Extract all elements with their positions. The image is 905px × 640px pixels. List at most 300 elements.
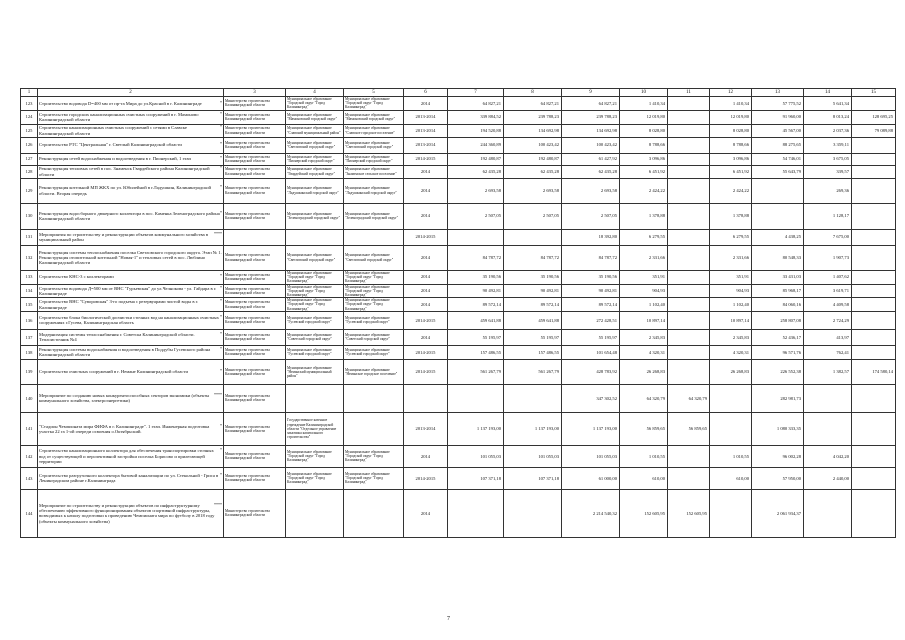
value-col15	[852, 229, 896, 245]
value-col11-text: 56 859,65	[688, 426, 707, 432]
municipality-1	[286, 165, 344, 178]
value-col8	[504, 137, 562, 153]
value-col12	[710, 329, 752, 345]
value-col10-text: 4 320,31	[648, 349, 665, 355]
row-number-text: 142	[25, 453, 33, 459]
value-col9-text: 2 693,58	[600, 187, 617, 193]
value-col9	[562, 298, 620, 312]
value-col10-text: 12 019,80	[646, 114, 665, 120]
row-number	[21, 298, 38, 312]
municipality-2	[344, 467, 404, 489]
column-number-row	[21, 89, 896, 97]
value-col9	[562, 245, 620, 270]
value-col8-text: 157 486,55	[538, 349, 559, 355]
period-text: 2014	[420, 288, 431, 294]
municipality-1-text: Муниципальное образование "Пионерский городской округ"	[287, 154, 335, 164]
value-col14	[804, 124, 852, 137]
table-row	[21, 489, 896, 537]
customer	[224, 97, 286, 111]
value-col14-text: 4 409,58	[832, 301, 849, 307]
project-name-text: Реконструкция системы водоснабжения и водоотведения в Поддубы Гусевского района Калининградской области	[39, 347, 211, 358]
project-name-text: Строительство РТС "Центральная" г. Светлый Калининградской области	[39, 142, 182, 148]
value-col9	[562, 137, 620, 153]
table-row	[21, 284, 896, 298]
project-name	[38, 229, 224, 245]
value-col13-text: 52 436,17	[782, 334, 801, 340]
row-number-text: 127	[25, 156, 33, 162]
row-number	[21, 359, 38, 384]
table-row	[21, 359, 896, 384]
value-col9-text: 84 787,72	[598, 254, 617, 260]
value-col7-text: 2 507,05	[484, 213, 501, 219]
value-col13	[752, 124, 804, 137]
value-col15	[852, 359, 896, 384]
value-col12	[710, 97, 752, 111]
period-text: 2014	[420, 453, 431, 459]
customer-text: Министерство строительства Калининградской области	[225, 333, 270, 342]
municipality-1	[286, 489, 344, 537]
customer	[224, 412, 286, 445]
municipality-2-text: Муниципальное образование "Городской округ "Город Калининград"	[345, 450, 390, 463]
value-col10-text: 610,00	[652, 475, 665, 481]
value-col13	[752, 178, 804, 203]
value-col10	[620, 245, 668, 270]
municipality-1	[286, 110, 344, 124]
customer	[224, 345, 286, 359]
municipality-1-text: Государственное казенное учреждение Калининградской области "Отдельное управление заказчика капитального строительства"	[287, 418, 337, 440]
value-col9-text: 2 214 540,32	[592, 510, 617, 516]
value-col14-text: 269,36	[836, 187, 849, 193]
period-text: 2013-2014	[415, 127, 436, 133]
value-col9-text: 134 692,98	[596, 127, 617, 133]
value-col14	[804, 165, 852, 178]
value-col7	[448, 110, 504, 124]
customer-text: Министерство строительства Калининградской области	[225, 186, 270, 195]
value-col9	[562, 110, 620, 124]
municipality-1-text: Муниципальное образование "Зеленоградский городской округ"	[287, 211, 341, 221]
value-col11	[668, 284, 710, 298]
value-col15	[852, 165, 896, 178]
value-col14-text: 339,57	[836, 168, 849, 174]
value-col13	[752, 97, 804, 111]
value-col13	[752, 384, 804, 412]
value-col8-text: 459 641,88	[538, 317, 559, 323]
customer	[224, 384, 286, 412]
value-col10-text: 2 331,66	[648, 254, 665, 260]
period	[404, 270, 448, 284]
value-col10	[620, 110, 668, 124]
municipality-1-text: Муниципальное образование "Городской округ "Город Калининград"	[287, 270, 332, 284]
customer-text: Министерство строительства Калининградской области	[225, 126, 270, 135]
customer	[224, 311, 286, 329]
row-number-text: 137	[25, 334, 33, 340]
period-text: 2014-2015	[415, 369, 436, 375]
value-col15	[852, 384, 896, 412]
period	[404, 311, 448, 329]
footnote-mark: ****	[214, 392, 222, 398]
table-row	[21, 153, 896, 165]
value-col13	[752, 445, 804, 467]
value-col14	[804, 178, 852, 203]
period	[404, 284, 448, 298]
value-col8	[504, 153, 562, 165]
value-col12	[710, 203, 752, 229]
customer-text: Министерство строительства Калининградской области	[225, 367, 270, 376]
period-text: 2014	[420, 187, 431, 193]
value-col10	[620, 229, 668, 245]
municipality-2	[344, 412, 404, 445]
value-col10	[620, 384, 668, 412]
value-col8	[504, 412, 562, 445]
value-col12-text: 904,93	[736, 288, 749, 294]
municipality-2	[344, 137, 404, 153]
value-col7-text: 107 371,18	[480, 475, 501, 481]
customer-text: Министерство строительства Калининградской области	[225, 452, 270, 461]
customer-text: Министерство строительства Калининградской области	[225, 211, 270, 221]
value-col13	[752, 284, 804, 298]
project-name-text: Модернизация системы теплоснабжения г. Советска Калининградской области. Теплоисточник №4	[39, 332, 195, 343]
value-col14	[804, 284, 852, 298]
value-col7	[448, 178, 504, 203]
value-col7	[448, 412, 504, 445]
project-name	[38, 298, 224, 312]
value-col12	[710, 165, 752, 178]
table-row	[21, 229, 896, 245]
period-text: 2014	[420, 274, 431, 280]
footnote-mark: *	[220, 273, 222, 279]
table-row	[21, 298, 896, 312]
row-number-text: 143	[25, 475, 33, 481]
value-col15-text: 128 695,25	[872, 114, 893, 120]
footnote-mark: *	[220, 124, 222, 130]
customer	[224, 489, 286, 537]
project-name	[38, 467, 224, 489]
value-col10-text: 1 378,88	[648, 213, 665, 219]
value-col15	[852, 284, 896, 298]
municipality-1	[286, 298, 344, 312]
customer-text: Министерство строительства Калининградской области	[225, 112, 270, 122]
value-col9-text: 61 000,00	[598, 475, 617, 481]
value-col8	[504, 110, 562, 124]
project-name	[38, 110, 224, 124]
customer	[224, 165, 286, 178]
row-number-text: 128	[25, 168, 33, 174]
municipality-1	[286, 229, 344, 245]
municipality-1	[286, 245, 344, 270]
table-row	[21, 137, 896, 153]
footnote-mark: ****	[214, 230, 222, 236]
value-col10-text: 3 096,86	[648, 156, 665, 162]
value-col12	[710, 298, 752, 312]
value-col7	[448, 97, 504, 111]
column-number: 2	[38, 89, 224, 97]
table-row	[21, 97, 896, 111]
column-number: 5	[344, 89, 404, 97]
period	[404, 412, 448, 445]
value-col8	[504, 345, 562, 359]
customer-text: Министерство строительства Калининградской области	[225, 140, 270, 150]
value-col12	[710, 412, 752, 445]
value-col7-text: 244 360,89	[480, 142, 501, 148]
value-col13	[752, 298, 804, 312]
row-number-text: 131	[25, 234, 33, 240]
value-col8	[504, 284, 562, 298]
municipality-2	[344, 445, 404, 467]
value-col10	[620, 124, 668, 137]
customer-text: Министерство строительства Калининградской области	[225, 394, 270, 403]
value-col13	[752, 467, 804, 489]
value-col10	[620, 153, 668, 165]
value-col14-text: 4 042,20	[832, 453, 849, 459]
period-text: 2013-2014	[415, 426, 436, 432]
table-row	[21, 203, 896, 229]
value-col15	[852, 298, 896, 312]
row-number	[21, 284, 38, 298]
value-col7	[448, 359, 504, 384]
value-col8	[504, 124, 562, 137]
value-col13	[752, 245, 804, 270]
value-col8	[504, 467, 562, 489]
value-col12	[710, 384, 752, 412]
municipality-2	[344, 489, 404, 537]
project-name-text: Строительство очистных сооружений в г. Немане Калининградской области	[39, 369, 188, 375]
value-col10	[620, 178, 668, 203]
value-col13-text: 96 002,28	[782, 453, 801, 459]
period	[404, 445, 448, 467]
value-col8	[504, 359, 562, 384]
value-col8-text: 134 692,98	[538, 127, 559, 133]
municipality-2-text: Муниципальное образование "Городской округ "Город Калининград"	[345, 284, 390, 298]
value-col9	[562, 384, 620, 412]
customer	[224, 153, 286, 165]
municipality-2-text: Муниципальное образование "Гусевский городской округ"	[345, 316, 390, 325]
value-col9-text: 272 428,51	[596, 317, 617, 323]
municipality-1	[286, 178, 344, 203]
value-col10	[620, 445, 668, 467]
customer-text: Министерство строительства Калининградской области	[225, 253, 270, 262]
value-col7	[448, 137, 504, 153]
project-name-text: Мероприятие по строительству и реконструкции объектов по инфраструктурному обеспечению эффективного функционирования объектов спортивной инфраструктуры, возводимых к началу подготовки к проведению Чемпионата мира по футболу в 2018 году (объекты коммунального хозяйства)	[39, 502, 215, 524]
value-col15	[852, 97, 896, 111]
value-col10-text: 8 788,66	[648, 142, 665, 148]
footnote-mark: *	[220, 346, 222, 352]
value-col14-text: 5 641,34	[832, 100, 849, 106]
period-text: 2013-2014	[415, 142, 436, 148]
period	[404, 489, 448, 537]
value-col13-text: 96 571,76	[782, 349, 801, 355]
row-number	[21, 110, 38, 124]
value-col10	[620, 311, 668, 329]
value-col14	[804, 298, 852, 312]
value-col14	[804, 329, 852, 345]
value-col14-text: 1 382,57	[832, 369, 849, 375]
footnote-mark: *	[220, 472, 222, 478]
column-number: 12	[710, 89, 752, 97]
table-row	[21, 384, 896, 412]
row-number	[21, 467, 38, 489]
value-col12	[710, 229, 752, 245]
value-col8	[504, 270, 562, 284]
municipality-1-text: Муниципальное образование "Неманский муниципальный район"	[287, 365, 332, 378]
footnote-mark: *	[220, 447, 222, 453]
municipality-2	[344, 384, 404, 412]
value-col9-text: 239 788,23	[596, 114, 617, 120]
value-col7	[448, 270, 504, 284]
value-col15-text: 79 089,88	[874, 127, 893, 133]
value-col8-text: 192 480,87	[538, 156, 559, 162]
footnote-mark: *	[220, 184, 222, 190]
value-col10-text: 2 345,83	[648, 334, 665, 340]
customer	[224, 203, 286, 229]
project-name	[38, 384, 224, 412]
value-col8	[504, 445, 562, 467]
customer-text: Министерство строительства Калининградской области	[225, 300, 270, 309]
value-col8-text: 84 787,72	[540, 254, 559, 260]
municipality-2	[344, 165, 404, 178]
value-col9-text: 101 055,03	[596, 453, 617, 459]
project-name	[38, 489, 224, 537]
row-number	[21, 97, 38, 111]
value-col12	[710, 137, 752, 153]
customer-text: Министерство строительства Калининградской области	[225, 167, 270, 176]
municipality-2-text: Муниципальное образование "Светловский городской округ"	[345, 253, 394, 262]
period	[404, 137, 448, 153]
value-col11	[668, 229, 710, 245]
value-col12	[710, 311, 752, 329]
project-name	[38, 270, 224, 284]
value-col13-text: 57 950,00	[782, 475, 801, 481]
value-col10-text: 152 605,95	[644, 510, 665, 516]
value-col8-text: 101 055,03	[538, 453, 559, 459]
value-col8	[504, 311, 562, 329]
value-col9	[562, 284, 620, 298]
value-col7-text: 459 641,88	[480, 317, 501, 323]
value-col11	[668, 245, 710, 270]
value-col12-text: 610,00	[736, 475, 749, 481]
value-col11	[668, 97, 710, 111]
value-col8-text: 35 190,56	[540, 274, 559, 280]
row-number	[21, 270, 38, 284]
value-col9-text: 35 190,56	[598, 274, 617, 280]
municipality-1	[286, 153, 344, 165]
value-col13	[752, 229, 804, 245]
value-col9-text: 90 492,81	[598, 288, 617, 294]
value-col10	[620, 359, 668, 384]
column-number: 10	[620, 89, 668, 97]
project-name	[38, 412, 224, 445]
value-col11	[668, 298, 710, 312]
table-row	[21, 329, 896, 345]
value-col9-text: 100 423,42	[596, 142, 617, 148]
table-row	[21, 270, 896, 284]
period	[404, 229, 448, 245]
value-col9-text: 101 654,48	[596, 349, 617, 355]
municipality-1	[286, 311, 344, 329]
municipality-1-text: Муниципальное образование "Ладушкинский городской округ"	[287, 186, 339, 195]
value-col9	[562, 270, 620, 284]
row-number-text: 130	[25, 213, 33, 219]
period-text: 2014	[420, 168, 431, 174]
municipality-1	[286, 412, 344, 445]
value-col12	[710, 284, 752, 298]
value-col10-text: 64 320,79	[646, 395, 665, 401]
municipality-2	[344, 124, 404, 137]
value-col13	[752, 489, 804, 537]
value-col9	[562, 97, 620, 111]
row-number-text: 138	[25, 349, 33, 355]
row-number	[21, 412, 38, 445]
municipality-2	[344, 153, 404, 165]
value-col12-text: 2 424,22	[732, 187, 749, 193]
value-col9-text: 2 507,05	[600, 213, 617, 219]
value-col12	[710, 270, 752, 284]
value-col10-text: 10 897,14	[646, 317, 665, 323]
value-col12-text: 10 897,14	[730, 317, 749, 323]
value-col14-text: 2 440,00	[832, 475, 849, 481]
row-number-text: 125	[25, 127, 33, 133]
table-row	[21, 467, 896, 489]
value-col10	[620, 489, 668, 537]
municipality-1	[286, 345, 344, 359]
value-col8	[504, 329, 562, 345]
value-col9	[562, 203, 620, 229]
value-col11	[668, 445, 710, 467]
period	[404, 110, 448, 124]
value-col7-text: 157 486,55	[480, 349, 501, 355]
value-col10-text: 56 859,65	[646, 426, 665, 432]
value-col9	[562, 445, 620, 467]
value-col11	[668, 489, 710, 537]
period	[404, 384, 448, 412]
value-col15	[852, 311, 896, 329]
value-col14-text: 3 619,71	[832, 288, 849, 294]
value-col7	[448, 345, 504, 359]
value-col13	[752, 203, 804, 229]
value-col13	[752, 311, 804, 329]
period	[404, 165, 448, 178]
project-name-text: Реконструкция котельной МП ЖКХ по ул. Юбилейной в г.Ладушкин, Калининградской области. Вторая очередь	[39, 185, 211, 196]
value-col11	[668, 467, 710, 489]
value-col8	[504, 97, 562, 111]
column-number: 15	[852, 89, 896, 97]
row-number	[21, 329, 38, 345]
project-name-text: Реконструкция системы теплоснабжения поселка Светловского городского округа. Этап № 1. Реконструкция отопительной котельной "Новая-1" и тепловых сетей в пос. Люблино Калининградской области	[39, 249, 222, 266]
value-col12-text: 4 320,31	[732, 349, 749, 355]
municipality-1-text: Муниципальное образование "Советский городской округ"	[287, 333, 332, 342]
value-col7-text: 1 137 193,00	[476, 426, 501, 432]
table-row	[21, 445, 896, 467]
footnote-mark: ****	[214, 501, 222, 507]
row-number-text: 140	[25, 395, 33, 401]
value-col7	[448, 445, 504, 467]
footnote-mark: *	[220, 165, 222, 171]
customer-text: Министерство строительства Калининградской области	[225, 316, 270, 325]
value-col11	[668, 384, 710, 412]
value-col9-text: 18 392,80	[598, 234, 617, 240]
footnote-mark: *	[220, 110, 222, 116]
value-col13-text: 91 960,00	[782, 114, 801, 120]
period-text: 2014-2015	[415, 349, 436, 355]
project-name-text: "Стадион Чемпионата мира ФИФА в г. Калининграде". 1 этап. Инженерная подготовка участка 22 га 1-ой очереди освоения о.Октябрьский.	[39, 423, 210, 434]
value-col8-text: 1 137 193,00	[534, 426, 559, 432]
value-col7-text: 55 195,97	[482, 334, 501, 340]
value-col7-text: 194 520,88	[480, 127, 501, 133]
customer-text: Министерство строительства Калининградской области	[225, 99, 270, 108]
value-col8-text: 239 788,23	[538, 114, 559, 120]
municipality-1-text: Муниципальное образование "Городской округ "Город Калининград"	[287, 97, 332, 110]
value-col10-text: 904,93	[652, 288, 665, 294]
municipality-2	[344, 203, 404, 229]
